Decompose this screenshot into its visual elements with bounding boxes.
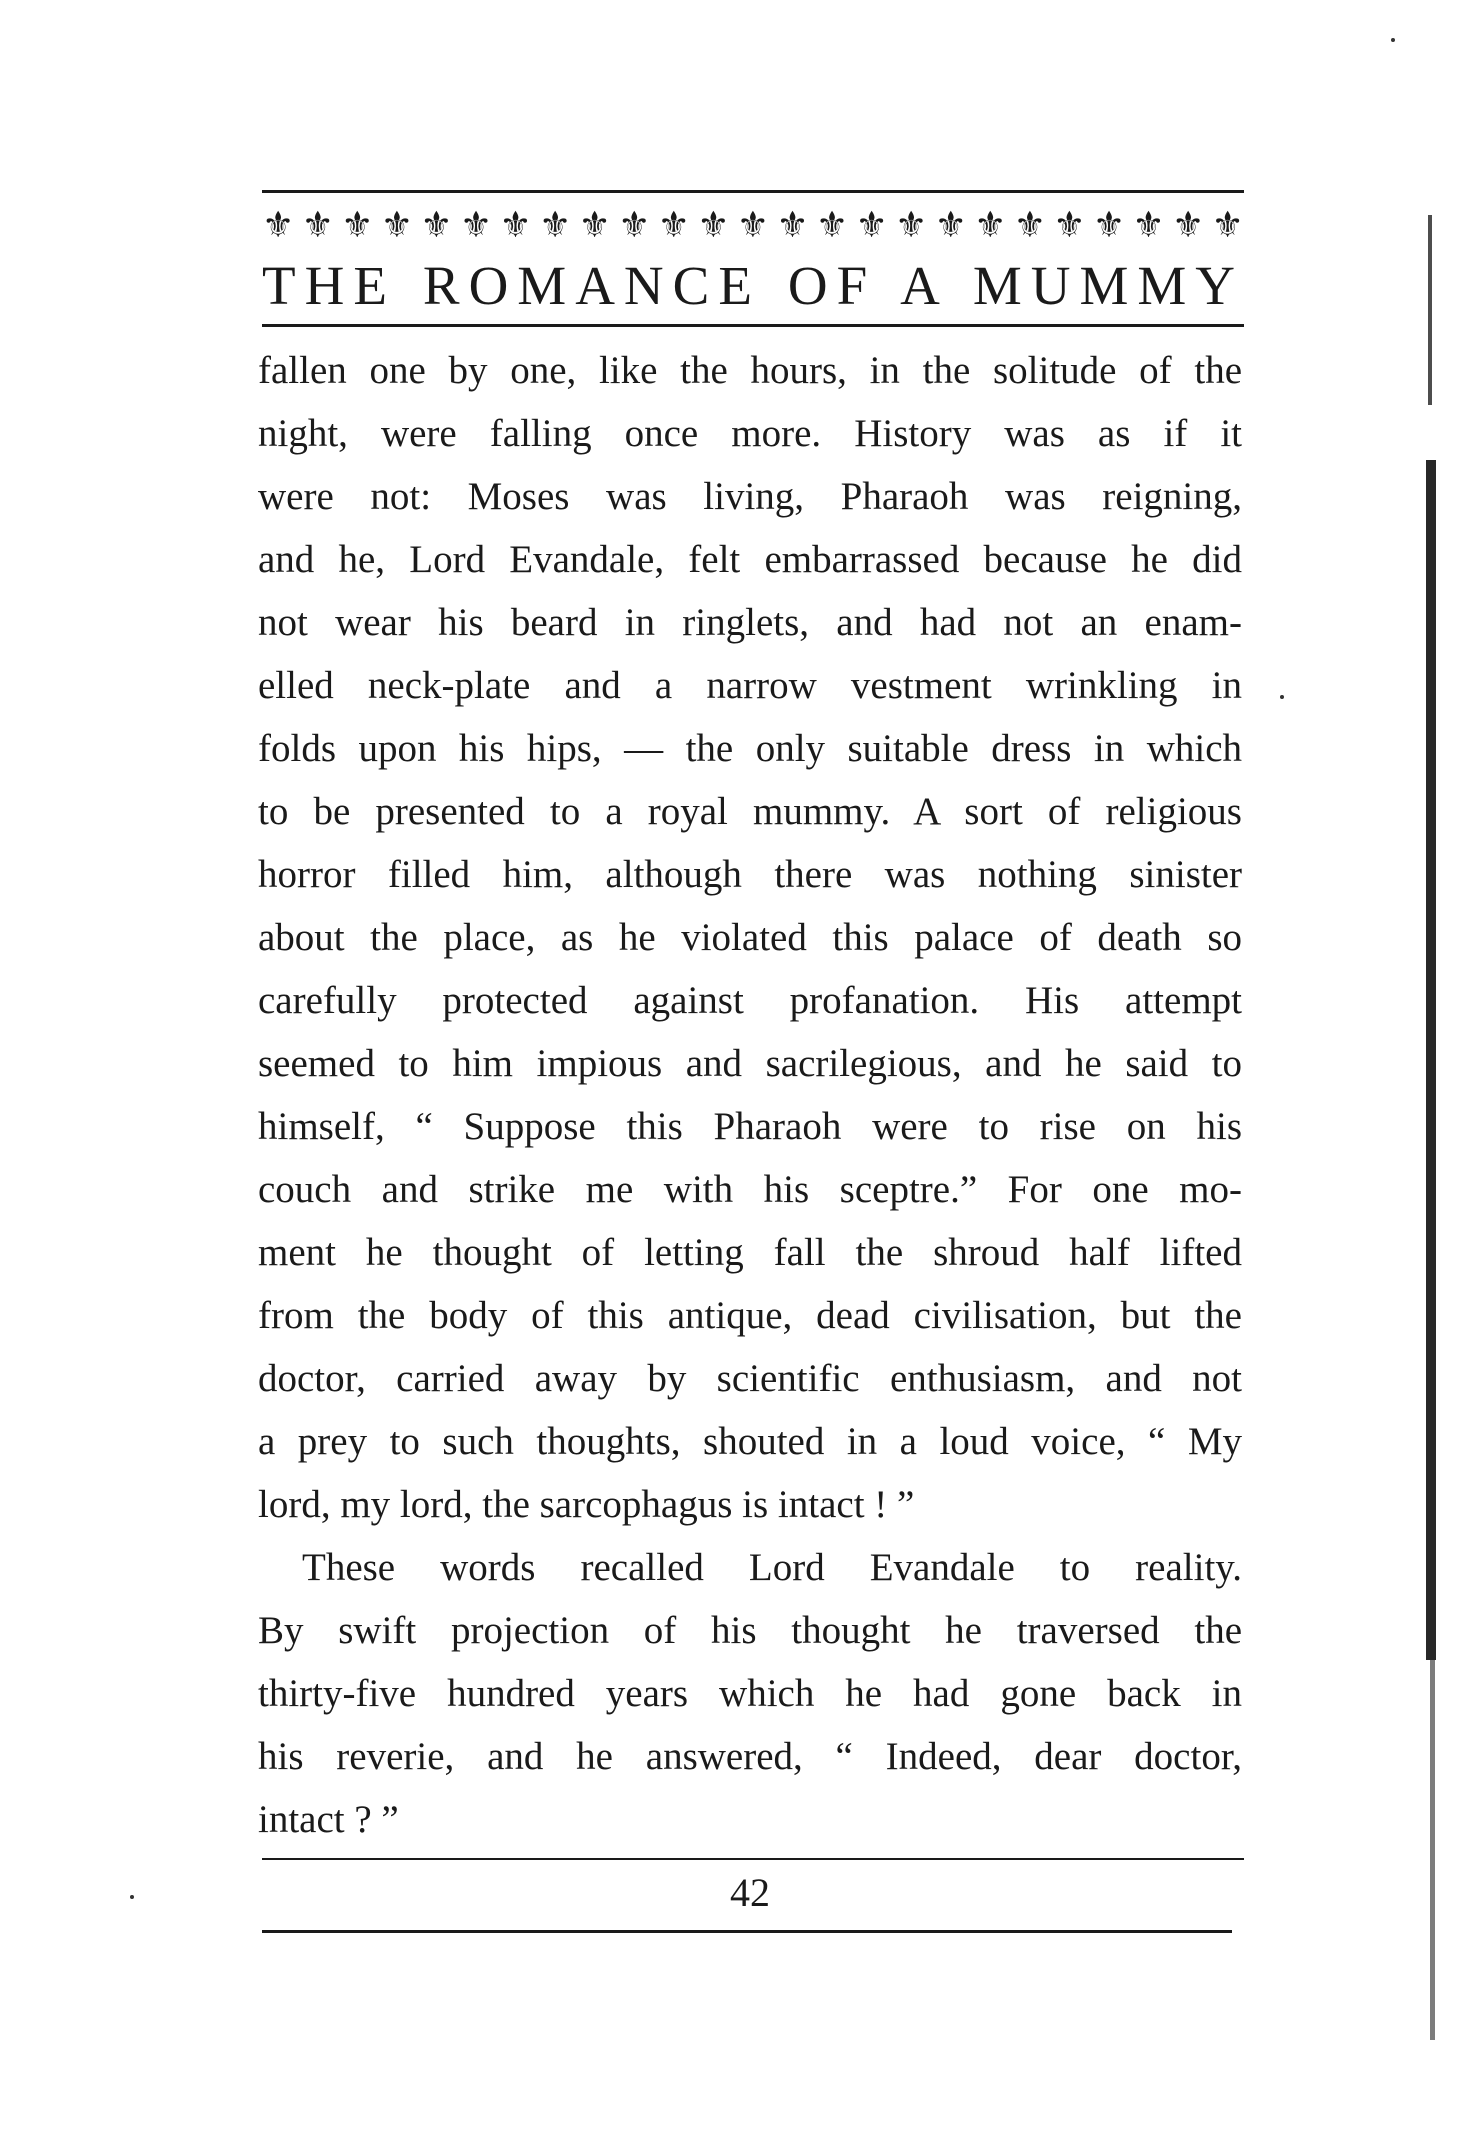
fleur-de-lis-icon: ⚜	[499, 205, 532, 245]
fleur-de-lis-icon: ⚜	[578, 205, 611, 245]
text-line: doctor, carried away by scientific enthusiasm, and not	[258, 1357, 1242, 1400]
text-line: ment he thought of letting fall the shroud half lifted	[258, 1231, 1242, 1274]
text-line: were not: Moses was living, Pharaoh was reigning,	[258, 475, 1242, 518]
text-line: his reverie, and he answered, “ Indeed, dear doctor,	[258, 1735, 1242, 1778]
running-head: THE ROMANCE OF A MUMMY	[262, 255, 1244, 316]
fleur-de-lis-icon: ⚜	[1211, 205, 1244, 245]
fleur-de-lis-icon: ⚜	[1171, 205, 1205, 245]
fleur-de-lis-icon: ⚜	[380, 205, 413, 245]
header-rule	[262, 324, 1244, 327]
top-rule	[262, 190, 1244, 193]
fleur-de-lis-ornament-band	[262, 200, 1244, 250]
fleur-de-lis-icon: ⚜	[459, 205, 493, 245]
fleur-de-lis-icon: ⚜	[1013, 205, 1046, 245]
fleur-de-lis-icon: ⚜	[1053, 205, 1086, 245]
fleur-de-lis-icon: ⚜	[895, 205, 928, 245]
footer-rule-bottom	[262, 1930, 1232, 1933]
fleur-de-lis-icon: ⚜	[697, 205, 730, 245]
fleur-de-lis-icon: ⚜	[341, 205, 374, 245]
text-line: about the place, as he violated this palace of death so	[258, 916, 1242, 959]
text-line: seemed to him impious and sacrilegious, and he said to	[258, 1042, 1242, 1085]
scan-binding-edge	[1430, 1660, 1435, 2040]
fleur-de-lis-icon: ⚜	[934, 205, 967, 245]
footer-rule-top	[262, 1858, 1244, 1860]
text-line: to be presented to a royal mummy. A sort of religious	[258, 790, 1242, 833]
fleur-de-lis-icon: ⚜	[1132, 205, 1165, 245]
fleur-de-lis-icon: ⚜	[538, 205, 572, 245]
text-line: By swift projection of his thought he traversed the	[258, 1609, 1242, 1652]
text-line: himself, “ Suppose this Pharaoh were to rise on his	[258, 1105, 1242, 1148]
text-line: couch and strike me with his sceptre.” For one mo-	[258, 1168, 1242, 1211]
text-line: a prey to such thoughts, shouted in a loud voice, “ My	[258, 1420, 1242, 1463]
fleur-de-lis-icon: ⚜	[301, 205, 334, 245]
text-line: elled neck-plate and a narrow vestment wrinkling in	[258, 664, 1242, 707]
scan-speck	[1280, 695, 1284, 699]
fleur-de-lis-icon: ⚜	[657, 205, 690, 245]
text-line: from the body of this antique, dead civilisation, but the	[258, 1294, 1242, 1337]
scan-binding-edge	[1426, 460, 1436, 1660]
text-line: night, were falling once more. History was as if it	[258, 412, 1242, 455]
scan-binding-edge	[1428, 215, 1432, 405]
fleur-de-lis-icon: ⚜	[776, 205, 809, 245]
text-line: thirty-five hundred years which he had gone back in	[258, 1672, 1242, 1715]
text-line: folds upon his hips, — the only suitable dress in which	[258, 727, 1242, 770]
fleur-de-lis-icon: ⚜	[815, 205, 849, 245]
text-line: not wear his beard in ringlets, and had not an enam-	[258, 601, 1242, 644]
page-number: 42	[730, 1870, 770, 1915]
text-line: carefully protected against profanation. His attempt	[258, 979, 1242, 1022]
scan-speck	[1391, 38, 1395, 42]
fleur-de-lis-icon: ⚜	[1092, 205, 1126, 245]
text-line: intact ? ”	[258, 1798, 399, 1841]
text-line: horror filled him, although there was nothing sinister	[258, 853, 1242, 896]
text-line: lord, my lord, the sarcophagus is intact ! ”	[258, 1483, 915, 1526]
fleur-de-lis-icon: ⚜	[974, 205, 1007, 245]
fleur-de-lis-icon: ⚜	[262, 205, 295, 245]
fleur-de-lis-icon: ⚜	[420, 205, 453, 245]
paragraph-start-line: These words recalled Lord Evandale to reality.	[302, 1546, 1242, 1589]
fleur-de-lis-icon: ⚜	[618, 205, 651, 245]
scan-speck	[130, 1895, 134, 1899]
text-line: and he, Lord Evandale, felt embarrassed because he did	[258, 538, 1242, 581]
fleur-de-lis-icon: ⚜	[855, 205, 888, 245]
text-line: fallen one by one, like the hours, in the solitude of the	[258, 349, 1242, 392]
fleur-de-lis-icon: ⚜	[736, 205, 770, 245]
